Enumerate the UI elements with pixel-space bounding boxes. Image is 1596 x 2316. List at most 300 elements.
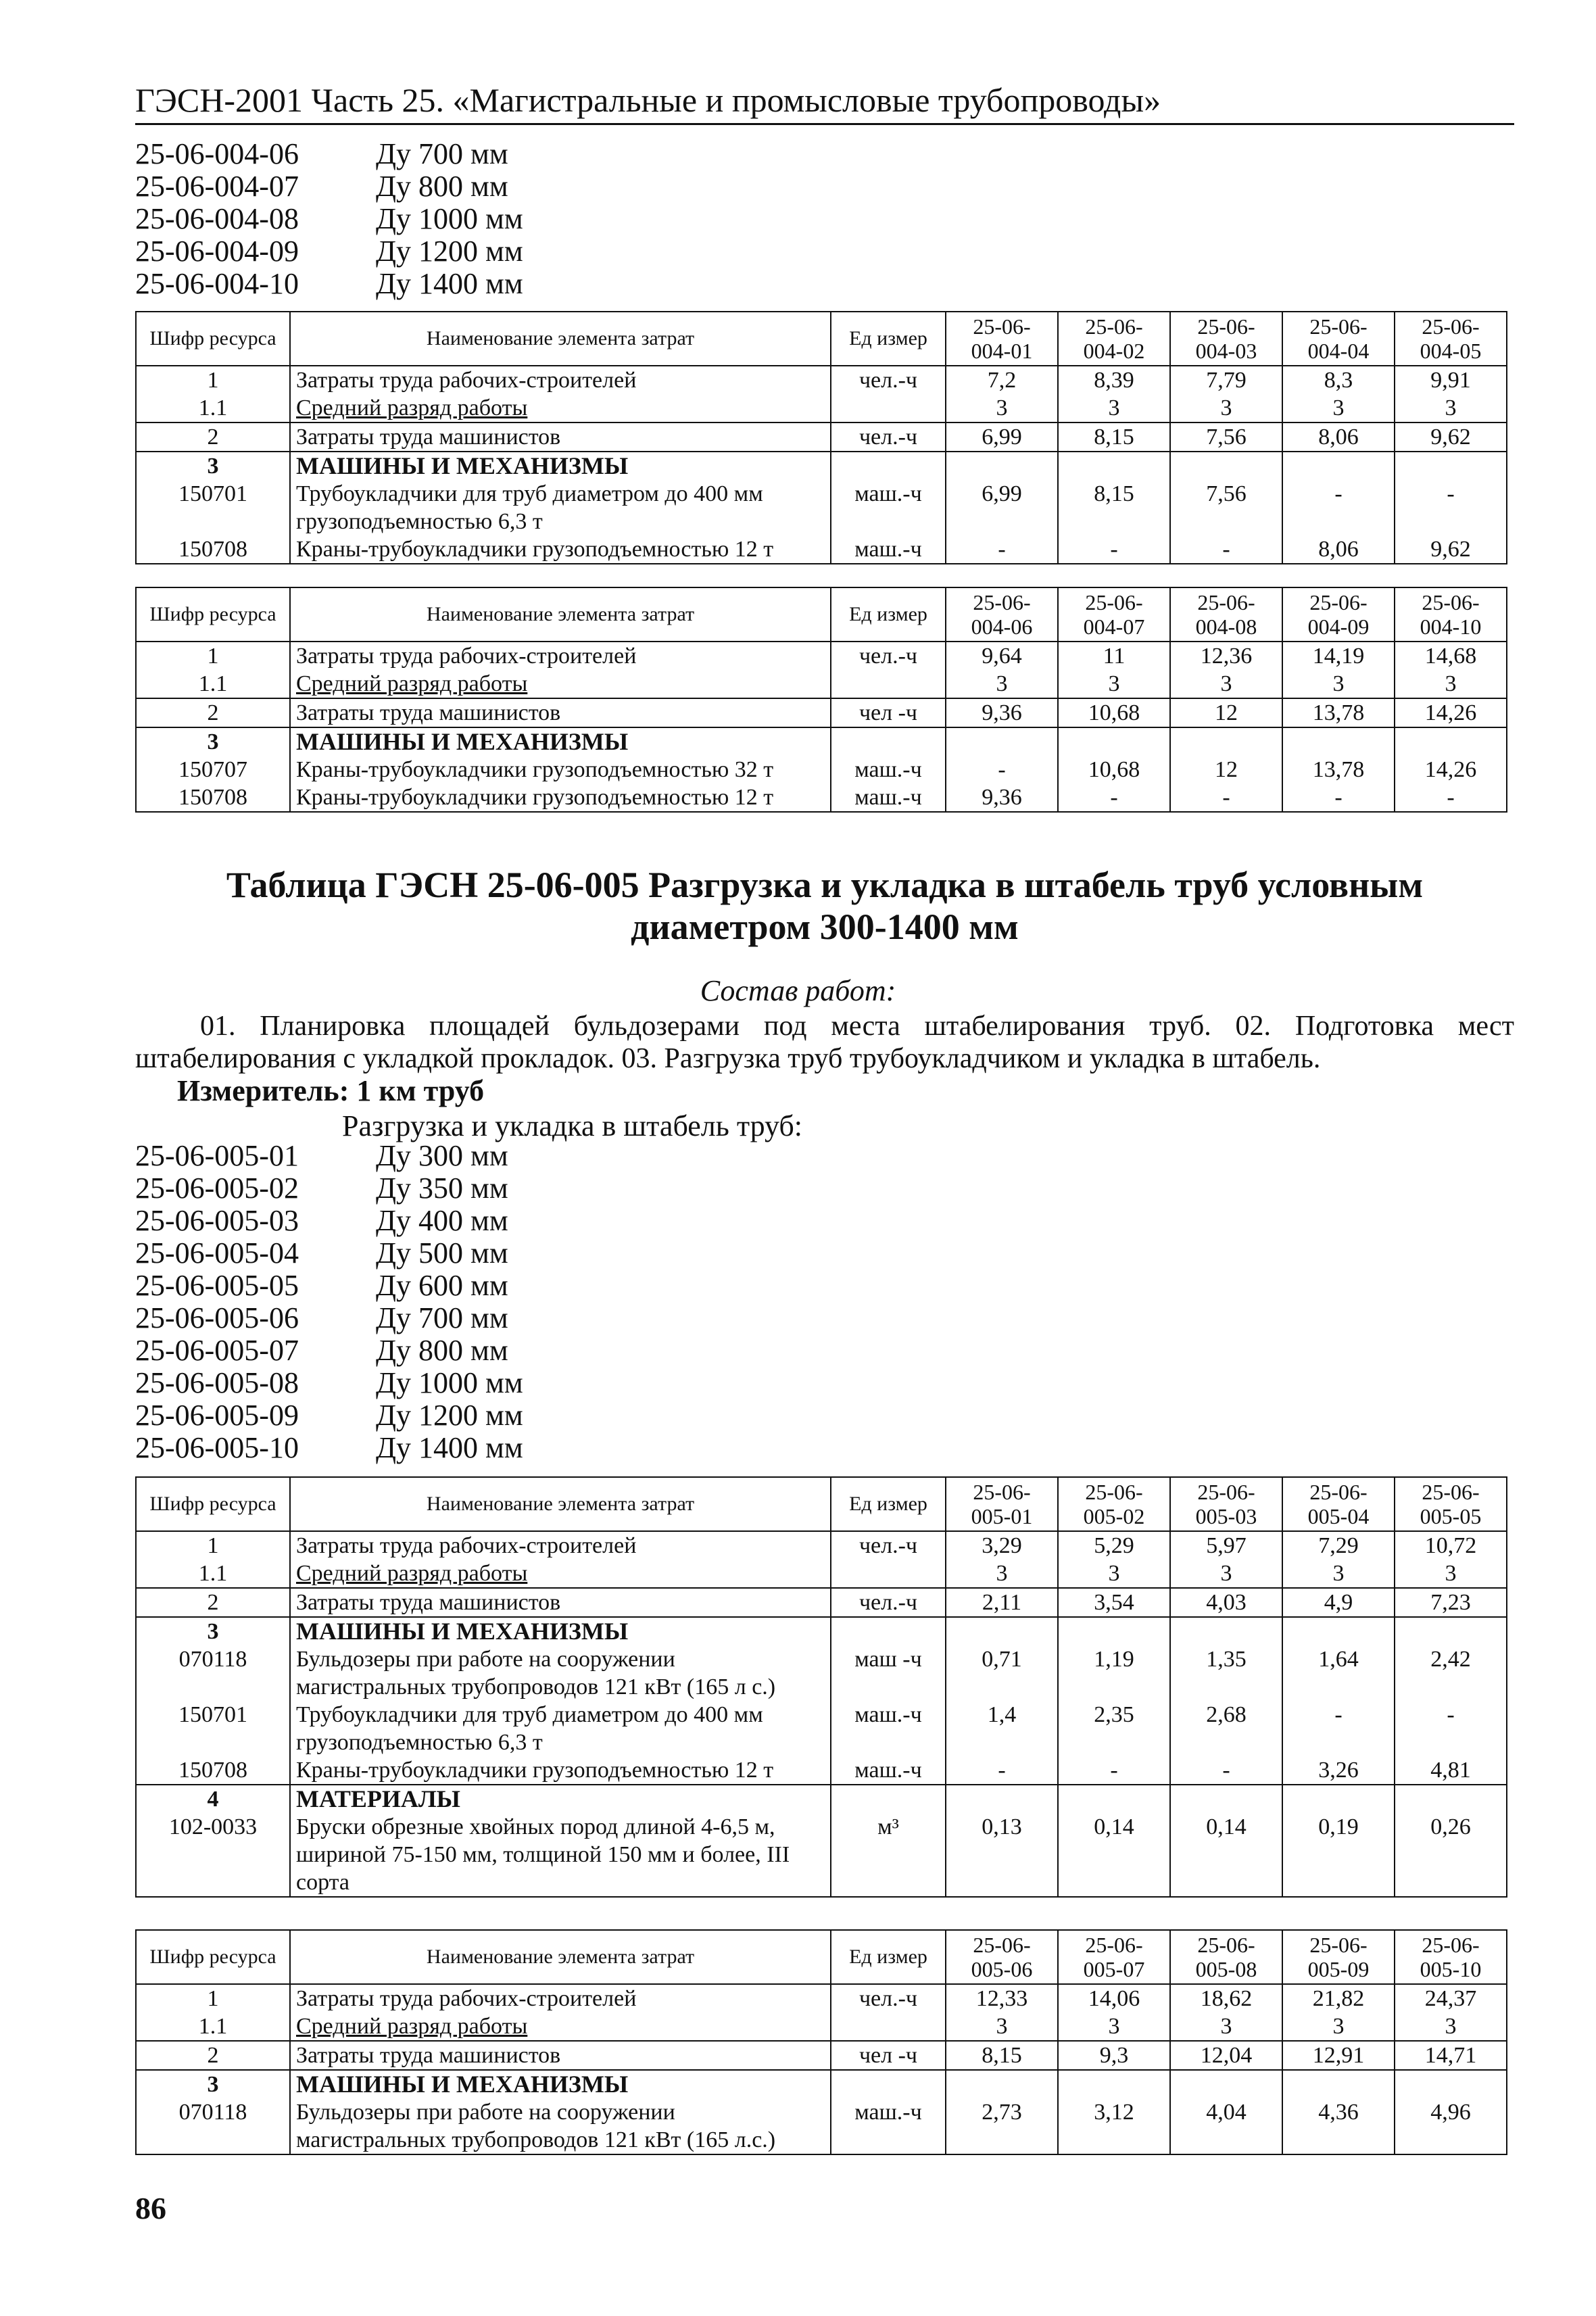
value-cell: - [1170, 535, 1282, 564]
table-row [136, 480, 1507, 535]
column-header-code: Шифр ресурса [136, 1930, 290, 1984]
norm-table-2 [135, 587, 1507, 813]
code-list-item [135, 235, 523, 268]
unit-cell: м³ [831, 1813, 946, 1897]
value-cell [1282, 2070, 1395, 2098]
value-cell: 12 [1170, 756, 1282, 783]
table-row [136, 1560, 1507, 1588]
value-cell: 7,56 [1170, 480, 1282, 535]
resource-code: 070118 [136, 1645, 290, 1701]
resource-code: 3 [136, 2070, 290, 2098]
unit-cell: маш.-ч [831, 2098, 946, 2154]
column-header-norm: 25-06- 004-09 [1282, 587, 1395, 642]
code-list-top [135, 138, 523, 300]
value-cell: 9,64 [946, 642, 1058, 670]
column-header-name: Наименование элемента затрат [290, 312, 831, 366]
value-cell: 7,79 [1170, 366, 1282, 394]
cost-element-name: Средний разряд работы [290, 670, 831, 698]
value-cell: 3 [946, 394, 1058, 423]
value-cell: 11 [1058, 642, 1170, 670]
measure-unit: Измеритель: 1 км труб [177, 1074, 485, 1107]
value-cell: 12,04 [1170, 2041, 1282, 2070]
norm-code: 25-06-004-07 [135, 170, 299, 203]
cost-element-name: Бруски обрезные хвойных пород длиной 4-6,5 м, шириной 75-150 мм, толщиной 150 мм и более, III сорта [290, 1813, 831, 1897]
value-cell: 3 [1170, 2012, 1282, 2041]
value-cell: 7,56 [1170, 423, 1282, 452]
value-cell: 3 [1058, 670, 1170, 698]
table-row [136, 2041, 1507, 2070]
value-cell: 3 [1395, 394, 1507, 423]
value-cell: 1,19 [1058, 1645, 1170, 1701]
value-cell: 13,78 [1282, 756, 1395, 783]
value-cell: 4,04 [1170, 2098, 1282, 2154]
value-cell: 3 [1282, 1560, 1395, 1588]
value-cell: 2,42 [1395, 1645, 1507, 1701]
value-cell: 7,23 [1395, 1588, 1507, 1617]
cost-element-name: Затраты труда машинистов [290, 423, 831, 452]
diameter-label: Ду 350 мм [376, 1172, 508, 1205]
value-cell [1170, 1785, 1282, 1813]
table-row [136, 1645, 1507, 1701]
norm-code: 25-06-005-01 [135, 1139, 299, 1172]
diameter-label: Ду 500 мм [376, 1236, 508, 1270]
value-cell: 3 [1170, 1560, 1282, 1588]
value-cell: 6,99 [946, 423, 1058, 452]
table-row [136, 2012, 1507, 2041]
code-list-item [135, 1399, 523, 1432]
table-row [136, 698, 1507, 727]
column-header-unit: Ед измер [831, 1477, 946, 1531]
value-cell: 3 [1058, 394, 1170, 423]
value-cell: - [1395, 783, 1507, 812]
unit-cell [831, 2012, 946, 2041]
norm-code: 25-06-004-09 [135, 235, 299, 268]
unit-cell: маш.-ч [831, 1756, 946, 1785]
value-cell: 3 [1282, 670, 1395, 698]
column-header-norm: 25-06- 004-03 [1170, 312, 1282, 366]
table-row [136, 1531, 1507, 1560]
value-cell: 4,81 [1395, 1756, 1507, 1785]
cost-element-name: Затраты труда машинистов [290, 698, 831, 727]
table-row [136, 366, 1507, 394]
code-list-mid [135, 1140, 523, 1464]
value-cell: 2,35 [1058, 1701, 1170, 1756]
resource-code: 1 [136, 1984, 290, 2012]
column-header-norm: 25-06- 005-08 [1170, 1930, 1282, 1984]
unit-cell: чел.-ч [831, 642, 946, 670]
value-cell [946, 1785, 1058, 1813]
cost-element-name: Затраты труда рабочих-строителей [290, 642, 831, 670]
value-cell: 8,15 [1058, 480, 1170, 535]
resource-code: 150707 [136, 756, 290, 783]
value-cell: 3 [1170, 670, 1282, 698]
value-cell: 3 [1395, 2012, 1507, 2041]
unit-cell: чел -ч [831, 2041, 946, 2070]
value-cell: 8,39 [1058, 366, 1170, 394]
value-cell: 8,06 [1282, 535, 1395, 564]
cost-element-name: Средний разряд работы [290, 1560, 831, 1588]
value-cell: 0,14 [1058, 1813, 1170, 1897]
value-cell: 0,26 [1395, 1813, 1507, 1897]
value-cell [1282, 452, 1395, 480]
value-cell: 7,2 [946, 366, 1058, 394]
work-composition-label: Состав работ: [700, 974, 896, 1007]
column-header-norm: 25-06- 004-08 [1170, 587, 1282, 642]
unit-cell [831, 727, 946, 756]
value-cell: 10,72 [1395, 1531, 1507, 1560]
unit-cell [831, 670, 946, 698]
norm-table-4 [135, 1929, 1507, 2155]
resource-code: 150701 [136, 1701, 290, 1756]
diameter-label: Ду 700 мм [376, 137, 508, 170]
value-cell: 4,03 [1170, 1588, 1282, 1617]
cost-element-name: МАШИНЫ И МЕХАНИЗМЫ [290, 727, 831, 756]
diameter-label: Ду 800 мм [376, 170, 508, 203]
cost-element-name: Бульдозеры при работе на сооружении магистральных трубопроводов 121 кВт (165 л с.) [290, 1645, 831, 1701]
value-cell: 3 [1395, 670, 1507, 698]
value-cell: 4,96 [1395, 2098, 1507, 2154]
cost-element-name: Краны-трубоукладчики грузоподъемностью 32 т [290, 756, 831, 783]
norm-code: 25-06-004-06 [135, 137, 299, 170]
resource-code: 1.1 [136, 2012, 290, 2041]
norm-code: 25-06-004-10 [135, 267, 299, 300]
cost-element-name: Средний разряд работы [290, 2012, 831, 2041]
value-cell: 14,19 [1282, 642, 1395, 670]
resource-code: 150701 [136, 480, 290, 535]
table-row [136, 1701, 1507, 1756]
value-cell: 4,9 [1282, 1588, 1395, 1617]
diameter-label: Ду 1400 мм [376, 267, 523, 300]
cost-element-name: Краны-трубоукладчики грузоподъемностью 12 т [290, 535, 831, 564]
unit-cell [831, 1617, 946, 1645]
column-header-norm: 25-06- 004-06 [946, 587, 1058, 642]
resource-code: 150708 [136, 1756, 290, 1785]
value-cell: 6,99 [946, 480, 1058, 535]
value-cell [946, 727, 1058, 756]
table-header-row [136, 312, 1507, 366]
unit-cell: маш -ч [831, 1645, 946, 1701]
value-cell: 8,15 [946, 2041, 1058, 2070]
value-cell [1395, 452, 1507, 480]
value-cell: 7,29 [1282, 1531, 1395, 1560]
value-cell: 3,29 [946, 1531, 1058, 1560]
value-cell [1170, 452, 1282, 480]
table-row [136, 2098, 1507, 2154]
column-header-norm: 25-06- 004-01 [946, 312, 1058, 366]
table-row [136, 535, 1507, 564]
value-cell: - [946, 756, 1058, 783]
value-cell: - [1395, 1701, 1507, 1756]
page-header: ГЭСН-2001 Часть 25. «Магистральные и промысловые трубопроводы» [135, 80, 1514, 125]
cost-element-name: Затраты труда машинистов [290, 2041, 831, 2070]
diameter-label: Ду 1000 мм [376, 1366, 523, 1399]
column-header-norm: 25-06- 005-09 [1282, 1930, 1395, 1984]
value-cell: 9,91 [1395, 366, 1507, 394]
value-cell [1170, 1617, 1282, 1645]
value-cell: 14,26 [1395, 756, 1507, 783]
table-row [136, 727, 1507, 756]
value-cell: 9,62 [1395, 535, 1507, 564]
value-cell: 2,73 [946, 2098, 1058, 2154]
table-row [136, 423, 1507, 452]
norm-code: 25-06-005-09 [135, 1399, 299, 1432]
value-cell: 1,35 [1170, 1645, 1282, 1701]
column-header-code: Шифр ресурса [136, 587, 290, 642]
value-cell: 2,68 [1170, 1701, 1282, 1756]
value-cell [1282, 1617, 1395, 1645]
norm-code: 25-06-005-08 [135, 1366, 299, 1399]
cost-element-name: МАТЕРИАЛЫ [290, 1785, 831, 1813]
norm-code: 25-06-005-03 [135, 1204, 299, 1237]
column-header-code: Шифр ресурса [136, 312, 290, 366]
unit-cell: маш.-ч [831, 783, 946, 812]
unit-cell: чел.-ч [831, 1984, 946, 2012]
value-cell: 14,68 [1395, 642, 1507, 670]
value-cell [1395, 1617, 1507, 1645]
resource-code: 2 [136, 423, 290, 452]
value-cell: 0,71 [946, 1645, 1058, 1701]
resource-code: 1 [136, 366, 290, 394]
value-cell [946, 2070, 1058, 2098]
column-header-norm: 25-06- 004-02 [1058, 312, 1170, 366]
code-list-item [135, 1172, 523, 1205]
diameter-label: Ду 1200 мм [376, 1399, 523, 1432]
cost-element-name: Затраты труда рабочих-строителей [290, 1984, 831, 2012]
column-header-norm: 25-06- 004-04 [1282, 312, 1395, 366]
code-list-item [135, 1367, 523, 1399]
column-header-code: Шифр ресурса [136, 1477, 290, 1531]
value-cell [1170, 2070, 1282, 2098]
value-cell: 3 [946, 670, 1058, 698]
column-header-name: Наименование элемента затрат [290, 1930, 831, 1984]
value-cell: 3,26 [1282, 1756, 1395, 1785]
code-list-item [135, 1432, 523, 1464]
column-header-norm: 25-06- 004-05 [1395, 312, 1507, 366]
column-header-unit: Ед измер [831, 587, 946, 642]
value-cell [1170, 727, 1282, 756]
value-cell: 13,78 [1282, 698, 1395, 727]
value-cell: 8,3 [1282, 366, 1395, 394]
code-list-item [135, 138, 523, 170]
value-cell: 9,36 [946, 783, 1058, 812]
resource-code: 070118 [136, 2098, 290, 2154]
value-cell: 4,36 [1282, 2098, 1395, 2154]
norm-code: 25-06-005-10 [135, 1431, 299, 1464]
resource-code: 3 [136, 727, 290, 756]
value-cell [1058, 1785, 1170, 1813]
resource-code: 150708 [136, 535, 290, 564]
diameter-label: Ду 700 мм [376, 1301, 508, 1334]
value-cell: 5,29 [1058, 1531, 1170, 1560]
diameter-label: Ду 600 мм [376, 1269, 508, 1302]
value-cell: 12 [1170, 698, 1282, 727]
value-cell: 3 [1395, 1560, 1507, 1588]
diameter-label: Ду 1000 мм [376, 202, 523, 235]
value-cell: 3 [1282, 2012, 1395, 2041]
value-cell: - [1282, 783, 1395, 812]
code-list-item [135, 268, 523, 300]
norm-code: 25-06-005-07 [135, 1334, 299, 1367]
code-list-item [135, 1237, 523, 1270]
value-cell: 24,37 [1395, 1984, 1507, 2012]
value-cell: 3,54 [1058, 1588, 1170, 1617]
norm-code: 25-06-005-04 [135, 1236, 299, 1270]
cost-element-name: Трубоукладчики для труб диаметром до 400 мм грузоподъемностью 6,3 т [290, 1701, 831, 1756]
norm-table-3 [135, 1476, 1507, 1898]
value-cell [1058, 452, 1170, 480]
table-header-row [136, 1930, 1507, 1984]
unit-cell [831, 1785, 946, 1813]
value-cell [946, 1617, 1058, 1645]
section-title: Таблица ГЭСН 25-06-005 Разгрузка и укладка в штабель труб условным диаметром 300-1400 мм [226, 865, 1424, 947]
value-cell: 0,13 [946, 1813, 1058, 1897]
diameter-label: Ду 800 мм [376, 1334, 508, 1367]
cost-element-name: Затраты труда машинистов [290, 1588, 831, 1617]
table-row [136, 670, 1507, 698]
cost-element-name: Краны-трубоукладчики грузоподъемностью 12 т [290, 1756, 831, 1785]
norm-code: 25-06-005-05 [135, 1269, 299, 1302]
value-cell [1395, 1785, 1507, 1813]
norm-code: 25-06-005-06 [135, 1301, 299, 1334]
column-header-name: Наименование элемента затрат [290, 587, 831, 642]
value-cell: - [946, 535, 1058, 564]
cost-element-name: Бульдозеры при работе на сооружении магистральных трубопроводов 121 кВт (165 л.с.) [290, 2098, 831, 2154]
value-cell: 2,11 [946, 1588, 1058, 1617]
value-cell: - [946, 1756, 1058, 1785]
value-cell: 12,36 [1170, 642, 1282, 670]
code-list-item [135, 1205, 523, 1237]
code-list-item [135, 203, 523, 235]
value-cell [1058, 727, 1170, 756]
table-row [136, 1588, 1507, 1617]
column-header-norm: 25-06- 004-10 [1395, 587, 1507, 642]
value-cell [1282, 1785, 1395, 1813]
norm-code: 25-06-004-08 [135, 202, 299, 235]
table-row [136, 1813, 1507, 1897]
value-cell [1395, 2070, 1507, 2098]
norm-code: 25-06-005-02 [135, 1172, 299, 1205]
resource-code: 1.1 [136, 1560, 290, 1588]
value-cell: 3 [946, 1560, 1058, 1588]
value-cell: 10,68 [1058, 756, 1170, 783]
value-cell: 10,68 [1058, 698, 1170, 727]
value-cell [946, 452, 1058, 480]
value-cell: 0,14 [1170, 1813, 1282, 1897]
unit-cell: чел.-ч [831, 366, 946, 394]
value-cell: 12,33 [946, 1984, 1058, 2012]
column-header-norm: 25-06- 005-03 [1170, 1477, 1282, 1531]
value-cell: 14,71 [1395, 2041, 1507, 2070]
unit-cell: маш.-ч [831, 756, 946, 783]
resource-code: 150708 [136, 783, 290, 812]
work-composition-text: 01. Планировка площадей бульдозерами под места штабелирования труб. 02. Подготовка мест штабелирования с укладкой прокладок. 03. Разгрузка труб трубоукладчиком и укладка в штабель. [135, 1011, 1514, 1074]
value-cell: 9,36 [946, 698, 1058, 727]
value-cell: 1,64 [1282, 1645, 1395, 1701]
code-list-item [135, 1270, 523, 1302]
unit-cell [831, 1560, 946, 1588]
code-list-item [135, 170, 523, 203]
resource-code: 102-0033 [136, 1813, 290, 1897]
unit-cell [831, 452, 946, 480]
table-row [136, 1785, 1507, 1813]
value-cell: 14,06 [1058, 1984, 1170, 2012]
value-cell: 12,91 [1282, 2041, 1395, 2070]
table-row [136, 2070, 1507, 2098]
value-cell: 3 [1282, 394, 1395, 423]
value-cell: 9,3 [1058, 2041, 1170, 2070]
cost-element-name: Затраты труда рабочих-строителей [290, 366, 831, 394]
value-cell [1058, 2070, 1170, 2098]
column-header-norm: 25-06- 004-07 [1058, 587, 1170, 642]
unit-cell: чел.-ч [831, 1531, 946, 1560]
table-header-row [136, 1477, 1507, 1531]
value-cell: - [1170, 783, 1282, 812]
norm-table-1 [135, 311, 1507, 564]
diameter-label: Ду 300 мм [376, 1139, 508, 1172]
column-header-norm: 25-06- 005-10 [1395, 1930, 1507, 1984]
table-row [136, 1984, 1507, 2012]
table-row [136, 1617, 1507, 1645]
column-header-norm: 25-06- 005-06 [946, 1930, 1058, 1984]
resource-code: 2 [136, 698, 290, 727]
value-cell: - [1058, 535, 1170, 564]
value-cell: 0,19 [1282, 1813, 1395, 1897]
value-cell [1282, 727, 1395, 756]
value-cell: - [1058, 783, 1170, 812]
resource-code: 1 [136, 1531, 290, 1560]
column-header-norm: 25-06- 005-07 [1058, 1930, 1170, 1984]
cost-element-name: МАШИНЫ И МЕХАНИЗМЫ [290, 452, 831, 480]
value-cell: 3,12 [1058, 2098, 1170, 2154]
unit-cell: чел.-ч [831, 423, 946, 452]
cost-element-name: Краны-трубоукладчики грузоподъемностью 12 т [290, 783, 831, 812]
column-header-norm: 25-06- 005-02 [1058, 1477, 1170, 1531]
table-row [136, 452, 1507, 480]
unit-cell: маш.-ч [831, 480, 946, 535]
value-cell: 21,82 [1282, 1984, 1395, 2012]
code-list-item [135, 1302, 523, 1334]
table-header-row [136, 587, 1507, 642]
value-cell: 14,26 [1395, 698, 1507, 727]
column-header-name: Наименование элемента затрат [290, 1477, 831, 1531]
code-list-item [135, 1140, 523, 1172]
table-row [136, 394, 1507, 423]
cost-element-name: Трубоукладчики для труб диаметром до 400 мм грузоподъемностью 6,3 т [290, 480, 831, 535]
value-cell: 5,97 [1170, 1531, 1282, 1560]
value-cell [1395, 727, 1507, 756]
value-cell: 8,15 [1058, 423, 1170, 452]
value-cell [1058, 1617, 1170, 1645]
code-list-subhead: Разгрузка и укладка в штабель труб: [342, 1109, 803, 1142]
resource-code: 1.1 [136, 670, 290, 698]
diameter-label: Ду 1200 мм [376, 235, 523, 268]
table-row [136, 783, 1507, 812]
value-cell: 8,06 [1282, 423, 1395, 452]
column-header-unit: Ед измер [831, 312, 946, 366]
cost-element-name: МАШИНЫ И МЕХАНИЗМЫ [290, 1617, 831, 1645]
resource-code: 1 [136, 642, 290, 670]
page-number: 86 [135, 2191, 166, 2225]
value-cell: - [1170, 1756, 1282, 1785]
value-cell: - [1282, 1701, 1395, 1756]
diameter-label: Ду 400 мм [376, 1204, 508, 1237]
table-row [136, 1756, 1507, 1785]
unit-cell: маш.-ч [831, 535, 946, 564]
cost-element-name: МАШИНЫ И МЕХАНИЗМЫ [290, 2070, 831, 2098]
value-cell: 3 [1058, 2012, 1170, 2041]
resource-code: 3 [136, 1617, 290, 1645]
value-cell: 3 [946, 2012, 1058, 2041]
